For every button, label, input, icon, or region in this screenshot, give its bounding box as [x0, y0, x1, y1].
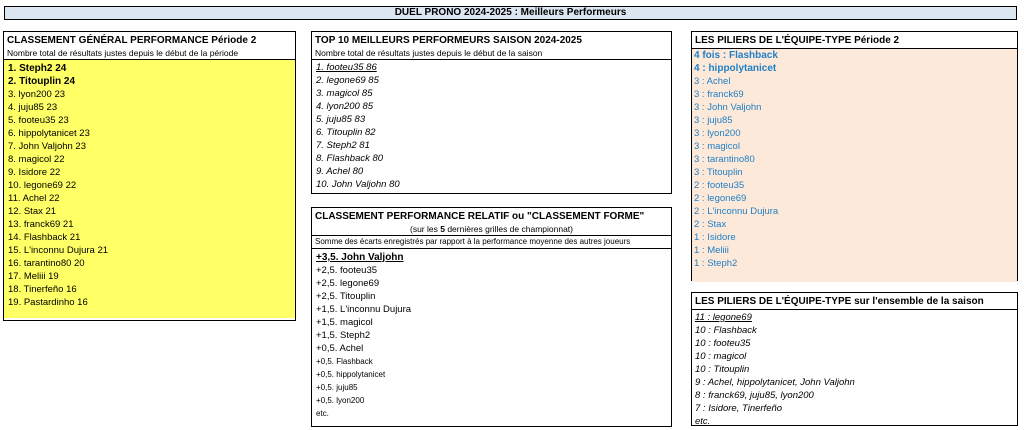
list-item: 19. Pastardinho 16: [8, 297, 88, 308]
list-item: 4 fois : Flashback: [694, 50, 778, 61]
list-item: 8. magicol 22: [8, 154, 65, 165]
list-item: 6. Titouplin 82: [316, 127, 376, 138]
list-item: 1 : Steph2: [694, 258, 738, 269]
relatif-title: CLASSEMENT PERFORMANCE RELATIF ou "CLASSEMENT FORME": [315, 211, 645, 222]
list-item: 9. Achel 80: [316, 166, 364, 177]
piliers-saison-list: [692, 310, 1017, 428]
list-item: 3 : tarantino80: [694, 154, 755, 165]
list-item: 7 : Isidore, Tinerfeño: [695, 403, 783, 414]
list-item: +1,5. Steph2: [316, 330, 371, 341]
list-item: 9. Isidore 22: [8, 167, 61, 178]
list-item: 3 : John Valjohn: [694, 102, 762, 113]
list-item: 1 : Isidore: [694, 232, 736, 243]
list-item: 11 : legone69: [695, 312, 752, 323]
list-item: 8 : franck69, juju85, lyon200: [695, 390, 814, 401]
list-item: 1. Steph2 24: [8, 63, 67, 74]
relatif-list: [312, 249, 671, 420]
list-item: 1 : Meliii: [694, 245, 729, 256]
classement-general-panel: [3, 31, 296, 321]
list-item: 3 : Titouplin: [694, 167, 743, 178]
list-item: 16. tarantino80 20: [8, 258, 85, 269]
piliers-periode-panel: [691, 31, 1018, 281]
list-item: +3,5. John Valjohn: [316, 252, 404, 263]
piliers-periode-title: LES PILIERS DE L'ÉQUIPE-TYPE Période 2: [692, 32, 1017, 49]
list-item: +2,5. legone69: [316, 278, 380, 289]
relatif-subtitle-count: 5: [440, 224, 445, 234]
list-item: 2 : footeu35: [694, 180, 745, 191]
list-item: 11. Achel 22: [8, 193, 60, 204]
top10-list: [312, 60, 671, 191]
list-item: etc.: [316, 409, 329, 418]
list-item: 3 : juju85: [694, 115, 733, 126]
list-item: 3 : lyon200: [694, 128, 741, 139]
list-item: +1,5. magicol: [316, 317, 373, 328]
list-item: 2 : legone69: [694, 193, 747, 204]
list-item: 3 : magicol: [694, 141, 740, 152]
list-item: 10 : magicol: [695, 351, 747, 362]
list-item: 3. lyon200 23: [8, 89, 66, 100]
top10-subtitle: Nombre total de résultats justes depuis le début de la saison: [312, 47, 671, 60]
list-item: 7. Steph2 81: [316, 140, 370, 151]
list-item: 3. magicol 85: [316, 88, 373, 99]
list-item: 10. legone69 22: [8, 180, 77, 191]
piliers-saison-title: LES PILIERS DE L'ÉQUIPE-TYPE sur l'ensemble de la saison: [692, 293, 1017, 310]
relatif-description: Somme des écarts enregistrés par rapport à la performance moyenne des autres joueurs: [312, 235, 671, 249]
classement-general-list: [4, 60, 295, 318]
list-item: 14. Flashback 21: [8, 232, 81, 243]
list-item: +2,5. footeu35: [316, 265, 378, 276]
list-item: 2. Titouplin 24: [8, 76, 76, 87]
list-item: 2 : L'inconnu Dujura: [694, 206, 779, 217]
list-item: 2 : Stax: [694, 219, 727, 230]
list-item: 3 : franck69: [694, 89, 744, 100]
list-item: 10 : Flashback: [695, 325, 757, 336]
list-item: 8. Flashback 80: [316, 153, 384, 164]
list-item: 5. footeu35 23: [8, 115, 69, 126]
list-item: 9 : Achel, hippolytanicet, John Valjohn: [695, 377, 855, 388]
list-item: +0,5. hippolytanicet: [316, 370, 386, 379]
top10-title: TOP 10 MEILLEURS PERFORMEURS SAISON 2024-2025: [315, 35, 582, 46]
list-item: +0,5. lyon200: [316, 396, 365, 405]
relatif-panel: [311, 207, 672, 427]
piliers-saison-panel: [691, 292, 1018, 426]
list-item: 10. John Valjohn 80: [316, 179, 400, 190]
list-item: 17. Meliii 19: [8, 271, 59, 282]
list-item: +2,5. Titouplin: [316, 291, 376, 302]
classement-general-subtitle: Nombre total de résultats justes depuis le début de la période: [4, 47, 295, 60]
relatif-subtitle-pre: (sur les: [409, 224, 441, 234]
list-item: +0,5. Achel: [316, 343, 364, 354]
list-item: etc.: [695, 416, 711, 427]
classement-general-title: CLASSEMENT GÉNÉRAL PERFORMANCE Période 2: [7, 35, 257, 46]
list-item: 4 : hippolytanicet: [694, 63, 777, 74]
relatif-subtitle-post: dernières grilles de championnat): [444, 224, 573, 234]
list-item: 10 : Titouplin: [695, 364, 750, 375]
list-item: +0,5. Flashback: [316, 357, 373, 366]
list-item: 3 : Achel: [694, 76, 731, 87]
list-item: 6. hippolytanicet 23: [8, 128, 90, 139]
list-item: 7. John Valjohn 23: [8, 141, 86, 152]
top10-panel: [311, 31, 672, 194]
list-item: 5. juju85 83: [316, 114, 366, 125]
list-item: +0,5. juju85: [316, 383, 358, 392]
list-item: 13. franck69 21: [8, 219, 74, 230]
relatif-subtitle: [312, 223, 671, 235]
list-item: 1. footeu35 86: [316, 62, 377, 73]
list-item: 10 : footeu35: [695, 338, 751, 349]
page-banner: DUEL PRONO 2024-2025 : Meilleurs Performeurs: [4, 6, 1017, 20]
list-item: 15. L'inconnu Dujura 21: [8, 245, 109, 256]
list-item: 4. juju85 23: [8, 102, 58, 113]
list-item: 4. lyon200 85: [316, 101, 374, 112]
list-item: +1,5. L'inconnu Dujura: [316, 304, 412, 315]
piliers-periode-list: [692, 49, 1017, 282]
list-item: 12. Stax 21: [8, 206, 57, 217]
list-item: 2. legone69 85: [316, 75, 379, 86]
list-item: 18. Tinerfeño 16: [8, 284, 77, 295]
